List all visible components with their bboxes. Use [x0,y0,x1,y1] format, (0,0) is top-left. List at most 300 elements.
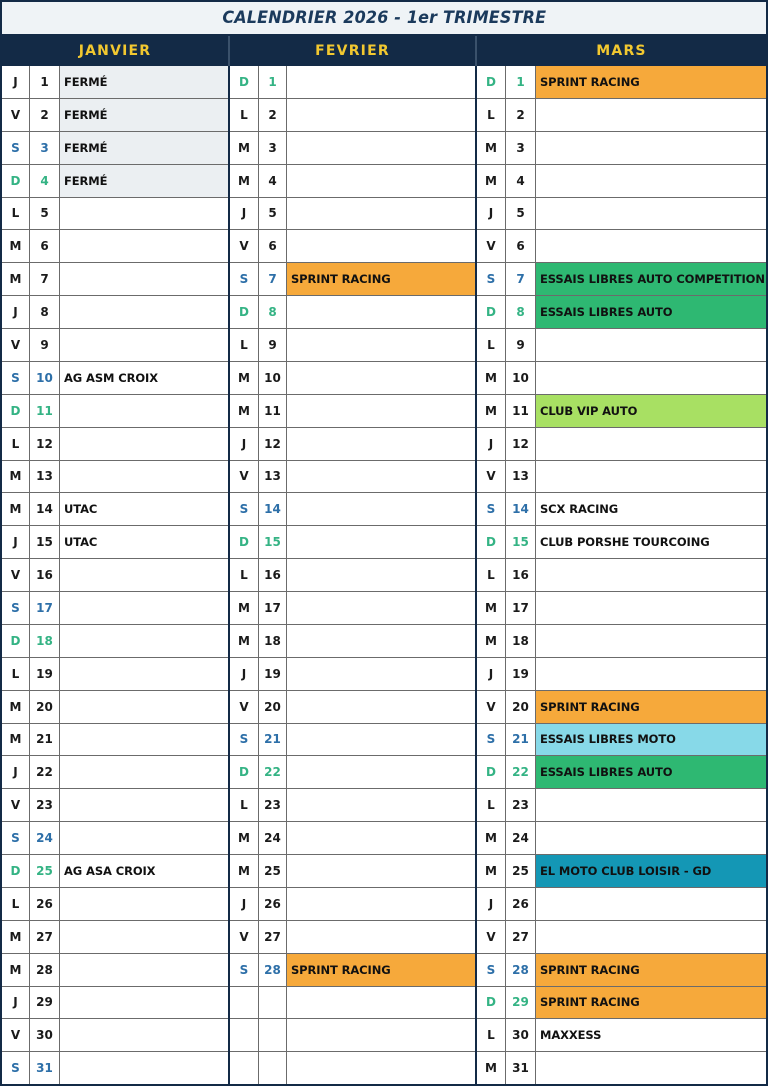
event-cell[interactable]: ESSAIS LIBRES AUTO [536,756,766,788]
calendar-body [2,66,766,1084]
day-of-week-cell: J [2,296,30,328]
event-cell-empty[interactable] [287,230,475,262]
day-number-cell: 4 [506,165,536,197]
event-cell-empty[interactable] [287,888,475,920]
day-row[interactable] [230,395,475,428]
day-of-week-cell: M [230,395,259,427]
day-row[interactable] [2,724,228,757]
day-row[interactable] [230,625,475,658]
event-cell[interactable]: FERMÉ [60,132,228,164]
day-number-cell: 31 [30,1052,60,1084]
day-of-week-cell: L [2,658,30,690]
day-of-week-cell: D [2,165,30,197]
day-row[interactable] [2,1019,228,1052]
day-row[interactable] [230,1019,475,1052]
day-number-cell: 28 [506,954,536,986]
event-cell-empty[interactable] [536,789,766,821]
event-cell-empty[interactable] [536,592,766,624]
day-of-week-cell: M [2,230,30,262]
day-row[interactable] [477,395,766,428]
event-cell-empty[interactable] [536,559,766,591]
event-cell-empty[interactable] [287,789,475,821]
day-row[interactable] [477,592,766,625]
event-cell-empty[interactable] [287,198,475,230]
day-number-cell: 5 [30,198,60,230]
day-row[interactable] [230,165,475,198]
day-of-week-cell: M [477,822,506,854]
day-number-cell: 5 [259,198,287,230]
day-number-cell: 1 [259,66,287,98]
day-number-cell: 13 [259,461,287,493]
day-of-week-cell: M [230,362,259,394]
day-of-week-cell: M [230,625,259,657]
day-row[interactable] [477,691,766,724]
day-number-cell: 26 [506,888,536,920]
day-row[interactable] [477,493,766,526]
day-row[interactable] [477,66,766,99]
day-row[interactable] [2,395,228,428]
month-header-mars: MARS [596,43,647,59]
day-number-cell: 2 [30,99,60,131]
event-cell-empty[interactable] [536,921,766,953]
event-cell-empty[interactable] [60,691,228,723]
day-row[interactable] [2,526,228,559]
day-row[interactable] [477,756,766,789]
day-row[interactable] [477,99,766,132]
day-row[interactable] [477,954,766,987]
month-column-janvier [2,66,230,1084]
day-row[interactable] [477,559,766,592]
day-row[interactable] [2,559,228,592]
event-cell-empty[interactable] [287,395,475,427]
event-cell[interactable]: ESSAIS LIBRES MOTO [536,724,766,756]
day-row[interactable] [230,198,475,231]
event-cell-empty[interactable] [60,954,228,986]
day-row[interactable] [2,362,228,395]
page-title: CALENDRIER 2026 - 1er TRIMESTRE [222,8,546,28]
day-row[interactable] [2,625,228,658]
day-number-cell: 18 [30,625,60,657]
day-row[interactable] [2,428,228,461]
day-row[interactable] [2,493,228,526]
event-cell-empty[interactable] [60,428,228,460]
day-of-week-cell: D [2,625,30,657]
day-row[interactable] [230,329,475,362]
day-of-week-cell: V [230,461,259,493]
day-row[interactable] [230,822,475,855]
day-row[interactable] [2,822,228,855]
day-row[interactable] [230,921,475,954]
event-cell-empty[interactable] [287,658,475,690]
day-row[interactable] [2,592,228,625]
day-row[interactable] [477,263,766,296]
event-cell-empty[interactable] [287,461,475,493]
event-cell-empty[interactable] [287,428,475,460]
event-cell-empty[interactable] [60,263,228,295]
day-number-cell: 1 [506,66,536,98]
title-bar [2,2,766,36]
day-row[interactable] [477,888,766,921]
day-row[interactable] [2,658,228,691]
day-of-week-cell [230,987,259,1019]
day-of-week-cell: J [2,66,30,98]
event-cell-empty[interactable] [60,395,228,427]
day-number-cell: 6 [259,230,287,262]
day-number-cell: 27 [30,921,60,953]
day-row[interactable] [2,789,228,822]
day-row[interactable] [477,724,766,757]
day-of-week-cell: J [2,987,30,1019]
day-number-cell: 20 [506,691,536,723]
day-number-cell: 24 [30,822,60,854]
event-cell-empty[interactable] [60,888,228,920]
day-row[interactable] [230,493,475,526]
day-row[interactable] [2,230,228,263]
day-of-week-cell: V [230,921,259,953]
day-row[interactable] [477,1052,766,1084]
day-row[interactable] [477,625,766,658]
day-number-cell: 2 [259,99,287,131]
day-row[interactable] [477,428,766,461]
day-row[interactable] [230,132,475,165]
day-number-cell: 27 [506,921,536,953]
day-of-week-cell: D [2,395,30,427]
day-row[interactable] [477,921,766,954]
day-number-cell: 7 [259,263,287,295]
event-cell[interactable]: SPRINT RACING [536,954,766,986]
event-cell-empty[interactable] [60,198,228,230]
day-row[interactable] [230,461,475,494]
event-cell[interactable]: AG ASA CROIX [64,863,156,878]
day-row[interactable] [477,526,766,559]
event-cell-empty[interactable] [60,461,228,493]
event-cell-empty[interactable] [287,756,475,788]
day-of-week-cell: L [230,329,259,361]
event-cell-empty[interactable] [287,625,475,657]
day-of-week-cell: J [230,888,259,920]
event-cell-empty[interactable] [287,1019,475,1051]
day-row[interactable] [230,99,475,132]
day-of-week-cell: D [477,526,506,558]
day-of-week-cell: D [477,296,506,328]
event-cell-empty[interactable] [60,296,228,328]
event-cell-empty[interactable] [536,888,766,920]
day-row[interactable] [2,66,228,99]
day-row[interactable] [230,230,475,263]
day-of-week-cell: S [2,362,30,394]
event-cell-empty[interactable] [287,132,475,164]
day-of-week-cell: V [477,691,506,723]
event-cell[interactable]: ESSAIS LIBRES AUTO [536,296,766,328]
event-cell-empty[interactable] [60,625,228,657]
day-row[interactable] [2,987,228,1020]
day-row[interactable] [2,165,228,198]
event-cell[interactable]: CLUB VIP AUTO [536,395,766,427]
day-row[interactable] [230,888,475,921]
day-row[interactable] [477,1019,766,1052]
day-of-week-cell: S [477,954,506,986]
day-of-week-cell: S [230,263,259,295]
event-cell[interactable]: CLUB PORSHE TOURCOING [540,535,710,550]
event-cell-empty[interactable] [287,724,475,756]
month-header-fevrier: FEVRIER [230,36,477,66]
day-number-cell: 8 [30,296,60,328]
event-cell[interactable]: AG ASM CROIX [64,370,158,385]
day-of-week-cell: V [2,1019,30,1051]
day-number-cell: 18 [506,625,536,657]
event-cell[interactable]: EL MOTO CLUB LOISIR - GD [536,855,766,887]
day-of-week-cell: L [477,99,506,131]
event-cell-empty[interactable] [60,658,228,690]
event-cell-empty[interactable] [536,658,766,690]
event-cell-empty[interactable] [60,724,228,756]
event-cell-empty[interactable] [536,165,766,197]
day-row[interactable] [477,658,766,691]
event-cell[interactable]: SPRINT RACING [536,66,766,98]
day-of-week-cell [230,1052,259,1084]
day-row[interactable] [230,263,475,296]
day-number-cell: 13 [30,461,60,493]
day-row[interactable] [230,559,475,592]
event-cell-empty[interactable] [287,921,475,953]
day-row[interactable] [230,362,475,395]
day-of-week-cell: S [2,822,30,854]
day-row[interactable] [230,855,475,888]
event-cell-empty[interactable] [536,198,766,230]
day-row[interactable] [477,789,766,822]
day-row[interactable] [230,789,475,822]
day-number-cell: 24 [259,822,287,854]
day-of-week-cell: M [477,855,506,887]
event-cell-empty[interactable] [60,559,228,591]
day-row[interactable] [2,296,228,329]
event-cell[interactable]: SPRINT RACING [536,691,766,723]
day-row[interactable] [477,132,766,165]
day-row[interactable] [230,1052,475,1084]
day-of-week-cell: V [230,691,259,723]
day-row[interactable] [230,756,475,789]
event-cell-empty[interactable] [287,296,475,328]
event-cell-empty[interactable] [60,592,228,624]
event-cell[interactable]: SCX RACING [540,502,619,517]
day-number-cell: 16 [506,559,536,591]
day-row[interactable] [2,99,228,132]
day-number-cell: 23 [30,789,60,821]
day-of-week-cell: D [477,987,506,1019]
day-row[interactable] [2,855,228,888]
day-number-cell [259,1019,287,1051]
event-cell-empty[interactable] [536,230,766,262]
event-cell-empty[interactable] [60,329,228,361]
event-cell-empty[interactable] [287,526,475,558]
event-cell-empty[interactable] [287,66,475,98]
day-number-cell: 3 [30,132,60,164]
day-number-cell: 29 [506,987,536,1019]
day-of-week-cell: V [477,230,506,262]
day-row[interactable] [2,756,228,789]
day-row[interactable] [477,822,766,855]
day-row[interactable] [2,461,228,494]
day-number-cell: 10 [30,362,60,394]
event-cell-empty[interactable] [287,329,475,361]
day-row[interactable] [230,724,475,757]
event-cell-empty[interactable] [60,230,228,262]
day-row[interactable] [230,526,475,559]
day-number-cell: 20 [259,691,287,723]
event-cell-empty[interactable] [60,789,228,821]
event-cell[interactable]: SPRINT RACING [287,263,475,295]
day-row[interactable] [230,428,475,461]
day-row[interactable] [477,296,766,329]
event-cell-empty[interactable] [287,987,475,1019]
month-header-janvier: JANVIER [2,36,230,66]
day-number-cell: 25 [506,855,536,887]
day-row[interactable] [2,263,228,296]
day-of-week-cell: D [477,756,506,788]
day-of-week-cell: D [230,756,259,788]
day-row[interactable] [230,658,475,691]
day-number-cell: 16 [259,559,287,591]
day-number-cell: 20 [30,691,60,723]
day-number-cell: 27 [259,921,287,953]
day-row[interactable] [2,198,228,231]
day-row[interactable] [477,230,766,263]
event-cell-empty[interactable] [60,987,228,1019]
day-of-week-cell: S [230,724,259,756]
event-cell-empty[interactable] [287,493,475,525]
day-of-week-cell: M [477,1052,506,1084]
event-cell-empty[interactable] [536,99,766,131]
day-of-week-cell: J [477,428,506,460]
day-number-cell: 14 [506,493,536,525]
day-row[interactable] [230,987,475,1020]
event-cell-empty[interactable] [287,592,475,624]
day-row[interactable] [230,954,475,987]
day-of-week-cell: J [2,526,30,558]
day-number-cell: 28 [259,954,287,986]
day-row[interactable] [2,691,228,724]
event-cell[interactable]: FERMÉ [60,66,228,98]
event-cell-empty[interactable] [536,1052,766,1084]
event-cell-empty[interactable] [287,691,475,723]
day-number-cell: 30 [506,1019,536,1051]
day-row[interactable] [230,691,475,724]
event-cell-empty[interactable] [536,132,766,164]
day-row[interactable] [477,362,766,395]
day-row[interactable] [230,296,475,329]
day-of-week-cell: V [2,559,30,591]
day-number-cell: 6 [30,230,60,262]
event-cell-empty[interactable] [536,428,766,460]
day-number-cell: 21 [259,724,287,756]
event-cell-empty[interactable] [287,559,475,591]
day-of-week-cell: L [230,99,259,131]
day-number-cell: 8 [259,296,287,328]
day-row[interactable] [2,329,228,362]
day-number-cell: 24 [506,822,536,854]
day-number-cell: 9 [506,329,536,361]
event-cell-empty[interactable] [287,822,475,854]
day-row[interactable] [2,132,228,165]
event-cell-empty[interactable] [60,1052,228,1084]
event-cell-empty[interactable] [287,165,475,197]
day-number-cell: 14 [30,493,60,525]
day-row[interactable] [2,921,228,954]
event-cell-empty[interactable] [287,362,475,394]
event-cell-empty[interactable] [536,329,766,361]
event-cell-empty[interactable] [287,99,475,131]
event-cell-empty[interactable] [60,822,228,854]
event-cell[interactable]: FERMÉ [60,99,228,131]
day-of-week-cell: V [477,461,506,493]
event-cell-empty[interactable] [536,625,766,657]
day-of-week-cell: M [230,592,259,624]
event-cell[interactable]: SPRINT RACING [536,987,766,1019]
day-of-week-cell: J [477,658,506,690]
event-cell-empty[interactable] [287,1052,475,1084]
day-of-week-cell: V [2,789,30,821]
event-cell[interactable]: FERMÉ [60,165,228,197]
day-of-week-cell [230,1019,259,1051]
day-row[interactable] [477,165,766,198]
event-cell[interactable]: MAXXESS [540,1028,602,1043]
day-number-cell: 12 [30,428,60,460]
months-header-row [2,36,766,66]
day-of-week-cell: M [2,461,30,493]
day-of-week-cell: L [2,888,30,920]
day-row[interactable] [2,888,228,921]
day-of-week-cell: M [477,395,506,427]
day-row[interactable] [230,592,475,625]
day-of-week-cell: M [477,362,506,394]
event-cell-empty[interactable] [60,921,228,953]
day-number-cell: 2 [506,99,536,131]
day-number-cell: 29 [30,987,60,1019]
day-number-cell: 22 [259,756,287,788]
day-row[interactable] [2,1052,228,1084]
event-cell-empty[interactable] [536,822,766,854]
day-row[interactable] [477,329,766,362]
day-row[interactable] [477,855,766,888]
event-cell-empty[interactable] [60,1019,228,1051]
day-row[interactable] [477,198,766,231]
day-of-week-cell: J [230,198,259,230]
day-row[interactable] [2,954,228,987]
event-cell-empty[interactable] [536,362,766,394]
day-row[interactable] [477,987,766,1020]
day-row[interactable] [230,66,475,99]
event-cell[interactable]: UTAC [64,535,98,550]
event-cell-empty[interactable] [60,756,228,788]
day-number-cell: 7 [506,263,536,295]
event-cell[interactable]: SPRINT RACING [287,954,475,986]
day-number-cell: 4 [30,165,60,197]
event-cell-empty[interactable] [287,855,475,887]
day-number-cell: 28 [30,954,60,986]
day-of-week-cell: D [477,66,506,98]
day-number-cell: 11 [506,395,536,427]
day-of-week-cell: M [2,921,30,953]
day-of-week-cell: M [477,132,506,164]
day-of-week-cell: S [477,724,506,756]
day-of-week-cell: M [2,724,30,756]
day-of-week-cell: M [2,263,30,295]
event-cell[interactable]: ESSAIS LIBRES AUTO COMPETITION [536,263,766,295]
day-row[interactable] [477,461,766,494]
event-cell[interactable]: UTAC [64,502,98,517]
day-of-week-cell: L [230,559,259,591]
event-cell-empty[interactable] [536,461,766,493]
